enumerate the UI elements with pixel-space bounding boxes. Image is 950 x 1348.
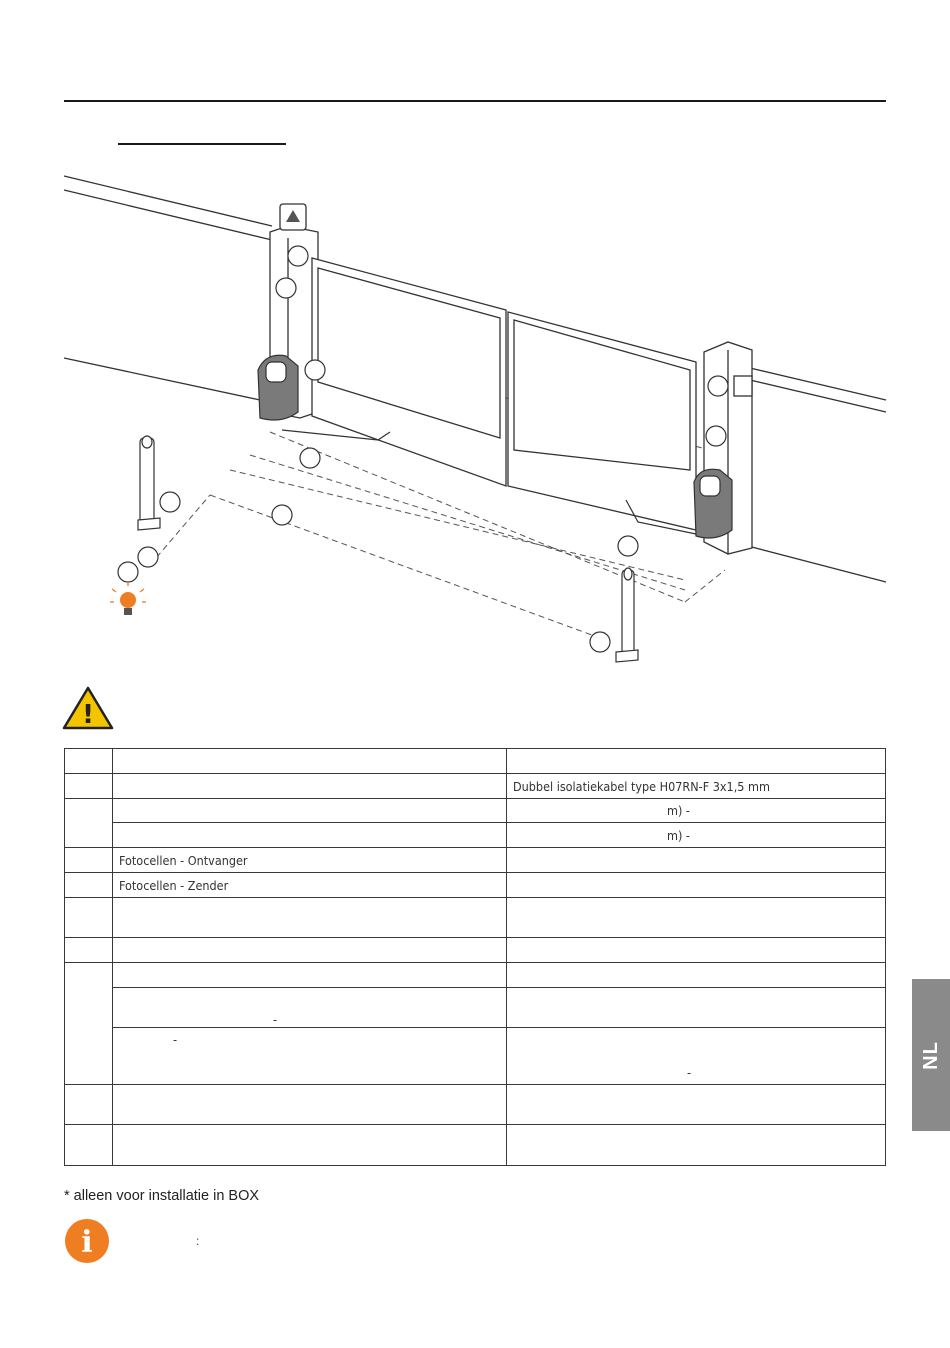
info-text: : (196, 1234, 200, 1248)
table-row (65, 963, 886, 988)
row-cable: - (507, 1028, 886, 1085)
row-number (65, 1125, 113, 1166)
row-number (65, 848, 113, 873)
row-component (113, 1085, 507, 1125)
table-row (65, 774, 886, 799)
table-row (65, 749, 886, 774)
row-cable (507, 898, 886, 938)
row-number (65, 898, 113, 938)
info-icon (64, 1218, 110, 1264)
gate-installation-illustration (60, 170, 890, 670)
row-component (113, 823, 507, 848)
row-component: - (113, 1028, 507, 1085)
table-row (65, 938, 886, 963)
language-tab (912, 979, 950, 1131)
row-number (65, 873, 113, 898)
row-number (65, 963, 113, 1085)
row-cable (507, 873, 886, 898)
row-cable: Dubbel isolatiekabel type H07RN-F 3x1,5 mm (507, 774, 886, 799)
row-cable (507, 963, 886, 988)
row-cable: m) - (507, 823, 886, 848)
row-component: - (113, 988, 507, 1028)
row-cable (507, 848, 886, 873)
row-component (113, 774, 507, 799)
info-symbol: i (81, 1225, 93, 1260)
row-component (113, 898, 507, 938)
table-row (65, 848, 886, 873)
row-component (113, 938, 507, 963)
row-number (65, 774, 113, 799)
table-row (65, 988, 886, 1028)
row-cable (507, 1125, 886, 1166)
row-cable: m) - (507, 799, 886, 823)
cable-spec-table (64, 748, 886, 1166)
table-row (65, 1125, 886, 1166)
table-row (65, 799, 886, 823)
footnote: * alleen voor installatie in BOX (64, 1188, 260, 1204)
row-component (113, 963, 507, 988)
row-cable (507, 988, 886, 1028)
row-number (65, 1085, 113, 1125)
row-number (65, 799, 113, 848)
row-component: Fotocellen - Ontvanger (113, 848, 507, 873)
row-number (65, 749, 113, 774)
warning-symbol: ! (82, 700, 94, 730)
heading-underline (118, 143, 286, 145)
warning-icon (62, 686, 114, 730)
language-tab-label: NL (919, 1040, 942, 1070)
table-row (65, 873, 886, 898)
row-component (113, 1125, 507, 1166)
table-row (65, 898, 886, 938)
table-row (65, 823, 886, 848)
row-component (113, 749, 507, 774)
row-cable (507, 749, 886, 774)
row-cable (507, 938, 886, 963)
top-rule (64, 100, 886, 102)
table-row (65, 1085, 886, 1125)
lamp-icon (110, 582, 146, 615)
row-cable (507, 1085, 886, 1125)
row-component (113, 799, 507, 823)
row-component: Fotocellen - Zender (113, 873, 507, 898)
table-row (65, 1028, 886, 1085)
row-number (65, 938, 113, 963)
